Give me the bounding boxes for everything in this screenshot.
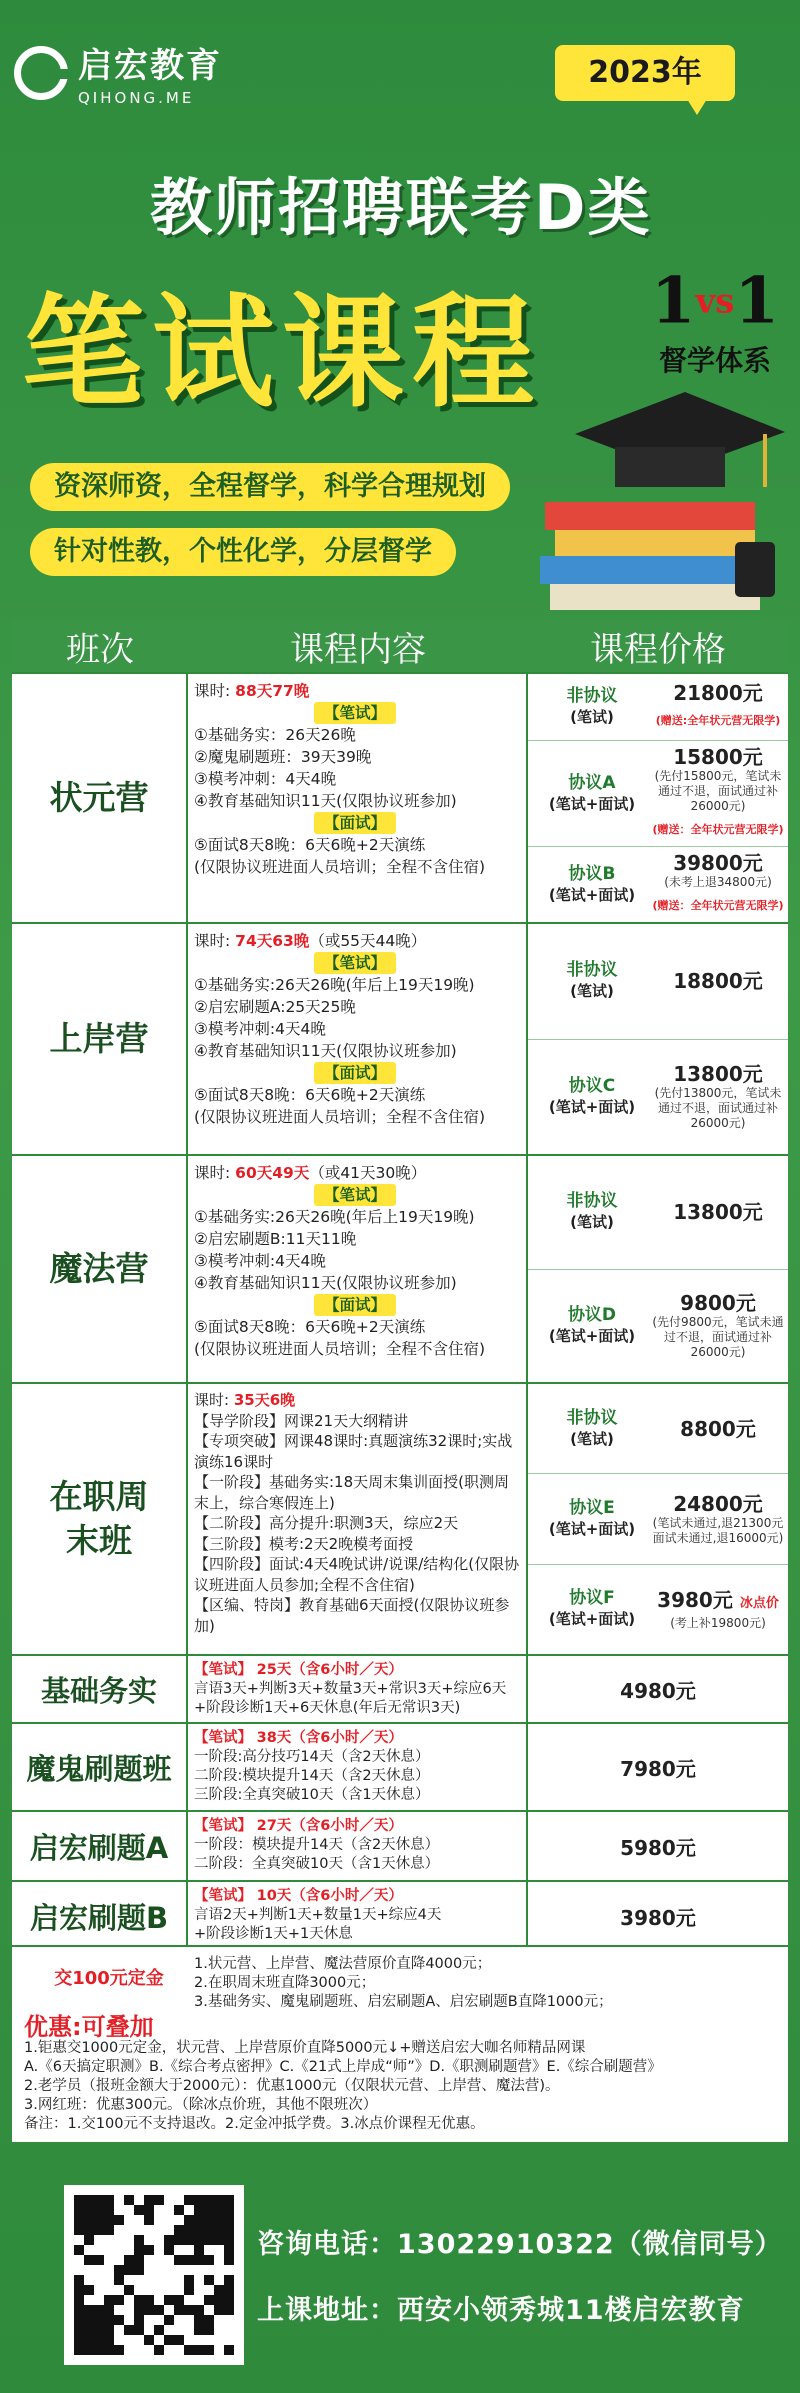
list-item: 言语3天+判断3天+数量3天+常识3天+综应6天+阶段诊断1天+6天休息(年后无常识3天) bbox=[194, 1681, 507, 1716]
interview-tag: 【面试】 bbox=[314, 812, 396, 834]
price-note: (先付15800元，笔试未通过不退，面试通过补26000元) bbox=[654, 769, 782, 813]
hours-value: 88天77晚 bbox=[235, 682, 310, 700]
price-value: 13800元 bbox=[673, 1062, 763, 1087]
deposit-label: 交100元定金 bbox=[54, 1968, 164, 1989]
price-value: 18800元 bbox=[673, 969, 763, 994]
list-item: 1.状元营、上岸营、魔法营原价直降4000元； bbox=[194, 1956, 492, 1972]
price-option bbox=[528, 1473, 788, 1563]
price-type: (笔试+面试) bbox=[548, 1610, 636, 1629]
price-value: 5980元 bbox=[620, 1835, 696, 1860]
price-option bbox=[528, 740, 788, 846]
list-item: 【四阶段】面试:4天4晚试讲/说课/结构化(仅限协议班进面人员参加;全程不含住宿) bbox=[194, 1555, 520, 1594]
list-item: 3.基础务实、魔鬼刷题班、启宏刷题A、启宏刷题B直降1000元； bbox=[194, 1994, 613, 2010]
list-item: A.《6天搞定职测》B.《综合考点密押》C.《21式上岸成“师”》D.《职测刷题营》E.《综合刷题营》 bbox=[24, 2059, 662, 2075]
list-item: ③模考冲刺:4天4晚 bbox=[194, 1020, 326, 1038]
list-item: 【三阶段】模考:2天2晚模考面授 bbox=[194, 1534, 414, 1553]
qihong-logo-icon bbox=[14, 46, 68, 100]
price-type: (笔试+面试) bbox=[548, 885, 636, 904]
written-tag: 【笔试】 bbox=[314, 1184, 396, 1206]
price-option bbox=[528, 1269, 788, 1383]
price-gift: (赠送:全年状元营无限学) bbox=[655, 714, 781, 727]
class-name: 启宏刷题B bbox=[12, 1882, 188, 1950]
price-tag: 协议B bbox=[568, 863, 616, 884]
price-value: 39800元 bbox=[673, 851, 763, 875]
list-item: ⑤面试8天8晚：6天6晚+2天演练 bbox=[194, 1318, 426, 1336]
price-bonus-badge: 冰点价 bbox=[739, 1595, 779, 1611]
price-option bbox=[528, 1156, 788, 1269]
list-item: 三阶段:全真突破10天（含1天休息） bbox=[194, 1787, 430, 1803]
price-tag: 协议D bbox=[567, 1304, 617, 1325]
price-note: (笔试未通过,退21300元 面试未通过,退16000元) bbox=[652, 1515, 784, 1545]
price-value: 4980元 bbox=[620, 1678, 696, 1703]
vs-mid: vs bbox=[695, 281, 735, 322]
year-badge: 2023年 bbox=[555, 45, 735, 101]
table-row bbox=[12, 1654, 788, 1722]
class-name: 基础务实 bbox=[12, 1656, 188, 1722]
price-option bbox=[528, 674, 788, 740]
price-type: (笔试+面试) bbox=[548, 1097, 636, 1116]
list-item: 一阶段：模块提升14天（含2天休息） bbox=[194, 1837, 440, 1853]
duration: 10天（含6小时／天） bbox=[256, 1888, 403, 1904]
qr-pattern bbox=[74, 2195, 234, 2355]
interview-tag: 【面试】 bbox=[314, 1062, 396, 1084]
brand-logo bbox=[14, 38, 222, 107]
table-header bbox=[12, 620, 788, 672]
price-value: 13800元 bbox=[673, 1200, 763, 1225]
table-row bbox=[12, 1154, 788, 1382]
price-type: (笔试+面试) bbox=[548, 1326, 636, 1345]
vs-badge bbox=[640, 262, 790, 402]
course-content bbox=[188, 1812, 528, 1880]
price-option bbox=[528, 1384, 788, 1473]
price-value: 24800元 bbox=[673, 1491, 763, 1516]
list-item: ②启宏刷题B:11天11晚 bbox=[194, 1230, 357, 1248]
duration: 25天（含6小时／天） bbox=[256, 1662, 403, 1678]
header-class: 班次 bbox=[66, 629, 134, 670]
table-row bbox=[12, 672, 788, 922]
list-item: 3.网红班：优惠300元。（除冰点价班，其他不限班次） bbox=[24, 2097, 378, 2113]
brand-name-cn: 启宏教育 bbox=[78, 46, 222, 86]
price-value: 3980元 bbox=[657, 1587, 733, 1612]
price-type: (笔试+面试) bbox=[548, 794, 636, 813]
price-option bbox=[528, 1039, 788, 1155]
price-tag: 协议E bbox=[569, 1497, 615, 1518]
hours-value: 35天6晚 bbox=[233, 1391, 296, 1409]
written-tag: 【笔试】 bbox=[194, 1730, 252, 1746]
list-item: 二阶段：全真突破10天（含1天休息） bbox=[194, 1856, 440, 1872]
price-type: (笔试) bbox=[570, 982, 614, 1001]
course-table bbox=[12, 620, 788, 1950]
duration: 27天（含6小时／天） bbox=[256, 1818, 403, 1834]
price-tag: 协议A bbox=[568, 772, 616, 793]
course-content bbox=[188, 1156, 528, 1382]
price-option bbox=[528, 1564, 788, 1654]
price-option bbox=[528, 846, 788, 922]
hours-extra: （或41天30晚） bbox=[309, 1164, 427, 1182]
price-note: (未考上退34800元) bbox=[664, 875, 772, 889]
list-item: 言语2天+判断1天+数量1天+综应4天 bbox=[194, 1907, 442, 1923]
price-tag: 协议F bbox=[569, 1588, 615, 1609]
course-content bbox=[188, 674, 528, 922]
class-name: 启宏刷题A bbox=[12, 1812, 188, 1880]
list-item: ④教育基础知识11天(仅限协议班参加) bbox=[194, 1274, 457, 1292]
hours-label: 课时: bbox=[194, 682, 231, 700]
header-price: 课程价格 bbox=[590, 629, 726, 670]
course-content bbox=[188, 1656, 528, 1722]
list-item: 二阶段:模块提升14天（含2天休息） bbox=[194, 1768, 430, 1784]
price-tag: 非协议 bbox=[566, 1191, 618, 1212]
price-note: (先付13800元，笔试未通过不退，面试通过补26000元) bbox=[654, 1086, 782, 1131]
written-tag: 【笔试】 bbox=[314, 702, 396, 724]
duration: 38天（含6小时／天） bbox=[256, 1730, 403, 1746]
list-item: ①基础务实:26天26晚(年后上19天19晚) bbox=[194, 976, 475, 994]
class-name: 魔鬼刷题班 bbox=[12, 1724, 188, 1810]
class-name: 状元营 bbox=[12, 674, 188, 922]
list-item: 【区编、特岗】教育基础6天面授(仅限协议班参加) bbox=[194, 1596, 510, 1635]
list-item: ③模考冲刺:4天4晚 bbox=[194, 1252, 326, 1270]
list-item: 一阶段:高分技巧14天（含2天休息） bbox=[194, 1749, 430, 1765]
price-option bbox=[528, 924, 788, 1039]
main-title: 笔试课程 bbox=[22, 282, 542, 424]
hours-label: 课时: bbox=[194, 1391, 230, 1409]
price-tag: 非协议 bbox=[566, 686, 618, 706]
list-item: ⑤面试8天8晚：6天6晚+2天演练 bbox=[194, 1086, 426, 1104]
written-tag: 【笔试】 bbox=[314, 952, 396, 974]
price-cell bbox=[528, 1384, 788, 1654]
course-content bbox=[188, 1724, 528, 1810]
price-type: (笔试+面试) bbox=[548, 1519, 636, 1538]
list-item: 备注：1.交100元不支持退改。2.定金冲抵学费。3.冰点价课程无优惠。 bbox=[24, 2116, 485, 2132]
list-item: (仅限协议班进面人员培训；全程不含住宿) bbox=[194, 858, 486, 876]
list-item: +阶段诊断1天+1天休息 bbox=[194, 1926, 353, 1942]
written-tag: 【笔试】 bbox=[194, 1662, 252, 1678]
class-name: 上岸营 bbox=[12, 924, 188, 1154]
contact-address bbox=[257, 2288, 745, 2327]
table-row bbox=[12, 1810, 788, 1880]
slogan-1: 资深师资，全程督学，科学合理规划 bbox=[30, 463, 510, 511]
written-tag: 【笔试】 bbox=[194, 1818, 252, 1834]
hours-label: 课时: bbox=[194, 932, 231, 950]
price-tag: 非协议 bbox=[566, 1407, 618, 1428]
list-item: 1.钜惠交1000元定金，状元营、上岸营原价直降5000元↓+赠送启宏大咖名师精品网课 bbox=[24, 2040, 586, 2056]
price-value: 8800元 bbox=[680, 1416, 756, 1441]
address-label: 上课地址： bbox=[257, 2295, 397, 2326]
table-row bbox=[12, 1880, 788, 1950]
graduation-cap-books-illustration bbox=[535, 392, 785, 612]
vs-subtitle: 督学体系 bbox=[658, 343, 771, 377]
list-item: 【导学阶段】网课21天大纲精讲 bbox=[194, 1411, 409, 1430]
class-name: 魔法营 bbox=[12, 1156, 188, 1382]
price-cell bbox=[528, 674, 788, 922]
course-content bbox=[188, 1882, 528, 1950]
list-item: ④教育基础知识11天(仅限协议班参加) bbox=[194, 792, 457, 810]
list-item: ④教育基础知识11天(仅限协议班参加) bbox=[194, 1042, 457, 1060]
hours-label: 课时: bbox=[194, 1164, 231, 1182]
list-item: ①基础务实：26天26晚 bbox=[194, 726, 356, 744]
table-row bbox=[12, 922, 788, 1154]
list-item: 2.在职周末班直降3000元； bbox=[194, 1975, 376, 1991]
stack-title: 优惠:可叠加 bbox=[24, 2013, 154, 2041]
price-cell bbox=[528, 924, 788, 1154]
footer bbox=[12, 2170, 788, 2375]
list-item: ②启宏刷题A:25天25晚 bbox=[194, 998, 356, 1016]
list-item: 【专项突破】网课48课时:真题演练32课时;实战演练16课时 bbox=[194, 1432, 513, 1471]
list-item: ①基础务实:26天26晚(年后上19天19晚) bbox=[194, 1208, 475, 1226]
list-item: (仅限协议班进面人员培训；全程不含住宿) bbox=[194, 1340, 486, 1358]
contact-phone bbox=[257, 2222, 783, 2261]
table-row bbox=[12, 1722, 788, 1810]
list-item: 【二阶段】高分提升:职测3天，综应2天 bbox=[194, 1514, 459, 1532]
qr-code[interactable] bbox=[64, 2185, 244, 2365]
list-item: (仅限协议班进面人员培训；全程不含住宿) bbox=[194, 1108, 486, 1126]
table-row bbox=[12, 1382, 788, 1654]
price-type: (笔试) bbox=[570, 708, 614, 726]
price-tag: 协议C bbox=[568, 1075, 616, 1096]
price-value: 7980元 bbox=[620, 1756, 696, 1781]
list-item: ②魔鬼刷题班：39天39晚 bbox=[194, 748, 372, 766]
slogan-2: 针对性教，个性化学，分层督学 bbox=[30, 528, 456, 576]
headline: 教师招聘联考D类 bbox=[150, 171, 652, 244]
hours-value: 60天49天 bbox=[235, 1164, 310, 1182]
list-item: ⑤面试8天8晚：6天6晚+2天演练 bbox=[194, 836, 426, 854]
list-item: 2.老学员（报班金额大于2000元）：优惠1000元（仅限状元营、上岸营、魔法营)。 bbox=[24, 2078, 560, 2094]
phone-value[interactable]: 13022910322（微信同号） bbox=[397, 2229, 783, 2260]
price-note: (考上补19800元) bbox=[670, 1615, 766, 1630]
price-type: (笔试) bbox=[570, 1213, 614, 1232]
header-content: 课程内容 bbox=[290, 629, 426, 670]
list-item: 【一阶段】基础务实:18天周末集训面授(职测周末上，综合寒假连上) bbox=[194, 1473, 509, 1512]
course-content bbox=[188, 1384, 528, 1654]
price-value: 3980元 bbox=[620, 1905, 696, 1930]
price-tag: 非协议 bbox=[566, 960, 618, 981]
price-note: (先付9800元，笔试未通过不退，面试通过补26000元) bbox=[652, 1315, 784, 1360]
price-cell bbox=[528, 1156, 788, 1382]
address-value: 西安小领秀城11楼启宏教育 bbox=[397, 2295, 745, 2326]
written-tag: 【笔试】 bbox=[194, 1888, 252, 1904]
price-type: (笔试) bbox=[570, 1429, 614, 1448]
price-value: 15800元 bbox=[673, 745, 763, 769]
vs-right: 1 bbox=[734, 263, 779, 339]
hours-value: 74天63晚 bbox=[235, 932, 310, 950]
price-gift: (赠送：全年状元营无限学) bbox=[652, 899, 784, 912]
brand-name-en: QIHONG.ME bbox=[78, 89, 195, 107]
discount-section bbox=[12, 1945, 788, 2142]
vs-left: 1 bbox=[651, 263, 696, 339]
price-gift: (赠送：全年状元营无限学) bbox=[652, 823, 784, 836]
course-content bbox=[188, 924, 528, 1154]
interview-tag: 【面试】 bbox=[314, 1294, 396, 1316]
price-value: 21800元 bbox=[673, 681, 763, 705]
price-value: 9800元 bbox=[680, 1291, 756, 1316]
phone-label: 咨询电话： bbox=[257, 2229, 397, 2260]
hours-extra: （或55天44晚） bbox=[309, 932, 427, 950]
list-item: ③模考冲刺：4天4晚 bbox=[194, 770, 337, 788]
class-name: 在职周末班 bbox=[12, 1384, 188, 1654]
